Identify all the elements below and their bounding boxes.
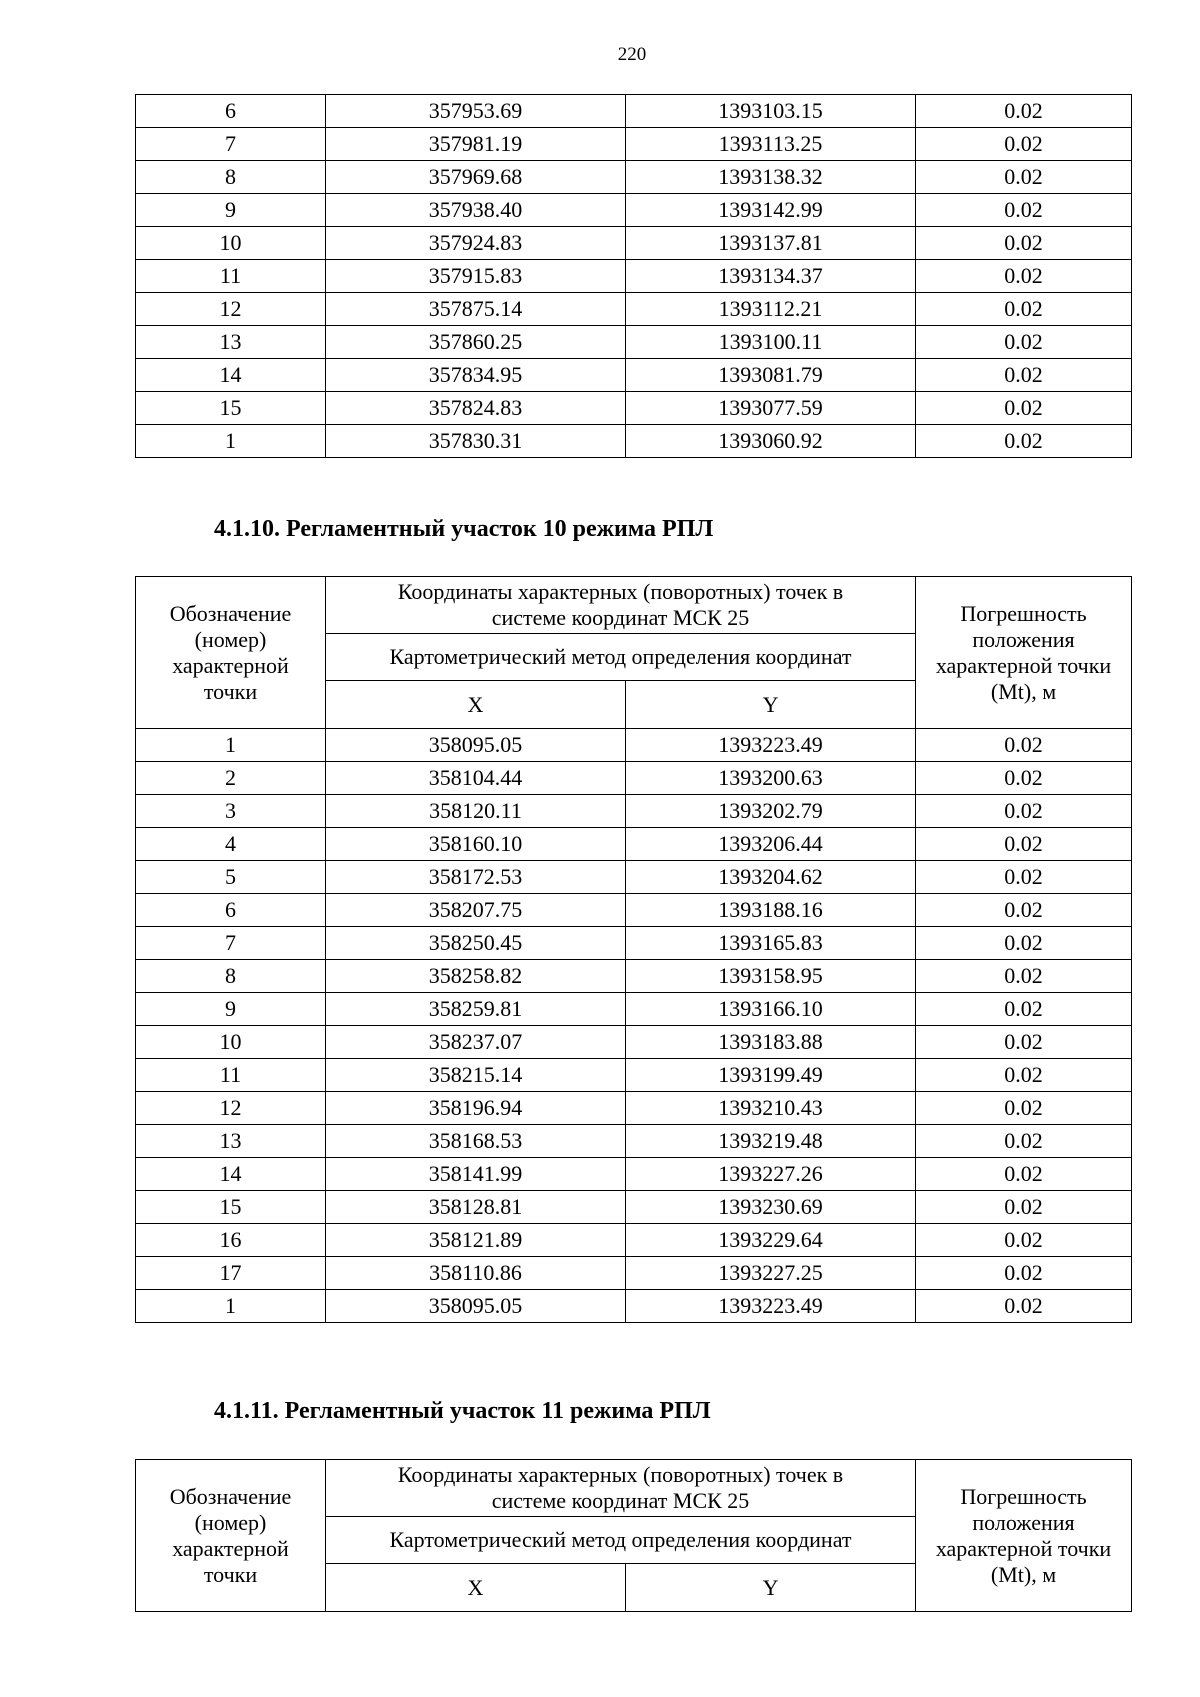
table-body (136, 729, 1132, 1323)
cell-y: 1393137.81 (626, 227, 916, 260)
cell-accuracy: 0.02 (916, 425, 1132, 458)
header-method: Картометрический метод определения координат (326, 634, 916, 681)
cell-x: 357953.69 (326, 95, 626, 128)
table-row (136, 1191, 1132, 1224)
cell-accuracy: 0.02 (916, 293, 1132, 326)
cell-y: 1393227.26 (626, 1158, 916, 1191)
table-row (136, 425, 1132, 458)
cell-point-number: 11 (136, 260, 326, 293)
cell-accuracy: 0.02 (916, 1059, 1132, 1092)
cell-y: 1393227.25 (626, 1257, 916, 1290)
cell-y: 1393166.10 (626, 993, 916, 1026)
cell-y: 1393100.11 (626, 326, 916, 359)
cell-accuracy: 0.02 (916, 326, 1132, 359)
cell-accuracy: 0.02 (916, 1092, 1132, 1125)
cell-y: 1393060.92 (626, 425, 916, 458)
table-row (136, 128, 1132, 161)
cell-accuracy: 0.02 (916, 861, 1132, 894)
cell-x: 358160.10 (326, 828, 626, 861)
cell-point-number: 6 (136, 95, 326, 128)
cell-accuracy: 0.02 (916, 894, 1132, 927)
cell-point-number: 15 (136, 392, 326, 425)
table-row (136, 1059, 1132, 1092)
cell-accuracy: 0.02 (916, 227, 1132, 260)
header-coordinates-title: Координаты характерных (поворотных) точек в системе координат МСК 25 (326, 577, 916, 634)
table-row (136, 1290, 1132, 1323)
table-row (136, 95, 1132, 128)
cell-point-number: 2 (136, 762, 326, 795)
cell-y: 1393219.48 (626, 1125, 916, 1158)
table-header (136, 1460, 1132, 1612)
cell-y: 1393183.88 (626, 1026, 916, 1059)
header-accuracy: Погрешность положения характерной точки (Mt), м (916, 1460, 1132, 1612)
cell-point-number: 1 (136, 425, 326, 458)
cell-accuracy: 0.02 (916, 729, 1132, 762)
cell-point-number: 12 (136, 1092, 326, 1125)
cell-x: 358095.05 (326, 729, 626, 762)
cell-accuracy: 0.02 (916, 1191, 1132, 1224)
table-row (136, 227, 1132, 260)
page-number: 220 (617, 44, 647, 65)
cell-y: 1393206.44 (626, 828, 916, 861)
cell-accuracy: 0.02 (916, 1257, 1132, 1290)
cell-accuracy: 0.02 (916, 993, 1132, 1026)
cell-point-number: 15 (136, 1191, 326, 1224)
section-heading-10: 4.1.10. Регламентный участок 10 режима РПЛ (214, 516, 714, 542)
cell-x: 358172.53 (326, 861, 626, 894)
cell-accuracy: 0.02 (916, 795, 1132, 828)
cell-x: 358237.07 (326, 1026, 626, 1059)
cell-point-number: 14 (136, 359, 326, 392)
cell-x: 358110.86 (326, 1257, 626, 1290)
cell-point-number: 7 (136, 927, 326, 960)
table-row (136, 194, 1132, 227)
cell-accuracy: 0.02 (916, 828, 1132, 861)
cell-accuracy: 0.02 (916, 762, 1132, 795)
table-header (136, 577, 1132, 729)
cell-x: 358250.45 (326, 927, 626, 960)
cell-point-number: 3 (136, 795, 326, 828)
cell-y: 1393103.15 (626, 95, 916, 128)
cell-y: 1393223.49 (626, 1290, 916, 1323)
cell-x: 357924.83 (326, 227, 626, 260)
table-row (136, 161, 1132, 194)
cell-point-number: 16 (136, 1224, 326, 1257)
cell-y: 1393229.64 (626, 1224, 916, 1257)
cell-x: 357938.40 (326, 194, 626, 227)
table-row (136, 762, 1132, 795)
cell-x: 358196.94 (326, 1092, 626, 1125)
header-x: X (326, 1564, 626, 1612)
cell-point-number: 8 (136, 161, 326, 194)
coordinates-table-continued (135, 94, 1132, 458)
cell-point-number: 17 (136, 1257, 326, 1290)
cell-point-number: 11 (136, 1059, 326, 1092)
cell-accuracy: 0.02 (916, 392, 1132, 425)
header-y: Y (626, 681, 916, 729)
cell-x: 358104.44 (326, 762, 626, 795)
cell-accuracy: 0.02 (916, 1026, 1132, 1059)
cell-y: 1393113.25 (626, 128, 916, 161)
header-y: Y (626, 1564, 916, 1612)
table-row (136, 960, 1132, 993)
cell-x: 358258.82 (326, 960, 626, 993)
cell-x: 357969.68 (326, 161, 626, 194)
cell-point-number: 5 (136, 861, 326, 894)
cell-accuracy: 0.02 (916, 960, 1132, 993)
cell-y: 1393230.69 (626, 1191, 916, 1224)
cell-accuracy: 0.02 (916, 161, 1132, 194)
table-row (136, 260, 1132, 293)
coordinates-table-11 (135, 1459, 1132, 1612)
cell-point-number: 7 (136, 128, 326, 161)
table-row (136, 927, 1132, 960)
cell-point-number: 6 (136, 894, 326, 927)
table-row (136, 1158, 1132, 1191)
cell-point-number: 12 (136, 293, 326, 326)
cell-x: 357834.95 (326, 359, 626, 392)
cell-y: 1393138.32 (626, 161, 916, 194)
cell-x: 357915.83 (326, 260, 626, 293)
cell-x: 358120.11 (326, 795, 626, 828)
table-row (136, 1125, 1132, 1158)
cell-y: 1393210.43 (626, 1092, 916, 1125)
table-row (136, 729, 1132, 762)
cell-point-number: 14 (136, 1158, 326, 1191)
table-row (136, 894, 1132, 927)
table-row (136, 293, 1132, 326)
cell-accuracy: 0.02 (916, 260, 1132, 293)
header-point-number: Обозначение (номер) характерной точки (136, 577, 326, 729)
cell-point-number: 13 (136, 326, 326, 359)
cell-point-number: 10 (136, 1026, 326, 1059)
table-row (136, 1092, 1132, 1125)
cell-y: 1393158.95 (626, 960, 916, 993)
cell-accuracy: 0.02 (916, 1224, 1132, 1257)
cell-accuracy: 0.02 (916, 1290, 1132, 1323)
cell-x: 358141.99 (326, 1158, 626, 1191)
table-row (136, 1224, 1132, 1257)
cell-y: 1393199.49 (626, 1059, 916, 1092)
cell-x: 358095.05 (326, 1290, 626, 1323)
header-coordinates-title: Координаты характерных (поворотных) точек в системе координат МСК 25 (326, 1460, 916, 1517)
cell-accuracy: 0.02 (916, 194, 1132, 227)
cell-point-number: 10 (136, 227, 326, 260)
cell-y: 1393142.99 (626, 194, 916, 227)
header-point-number: Обозначение (номер) характерной точки (136, 1460, 326, 1612)
table-row (136, 861, 1132, 894)
cell-x: 357830.31 (326, 425, 626, 458)
cell-x: 358215.14 (326, 1059, 626, 1092)
cell-x: 357875.14 (326, 293, 626, 326)
table-row (136, 392, 1132, 425)
table-row (136, 795, 1132, 828)
cell-point-number: 9 (136, 194, 326, 227)
cell-x: 357824.83 (326, 392, 626, 425)
table-row (136, 326, 1132, 359)
table-row (136, 1257, 1132, 1290)
cell-y: 1393223.49 (626, 729, 916, 762)
table-body (136, 95, 1132, 458)
table-row (136, 1026, 1132, 1059)
header-method: Картометрический метод определения координат (326, 1517, 916, 1564)
cell-y: 1393200.63 (626, 762, 916, 795)
section-heading-11: 4.1.11. Регламентный участок 11 режима РПЛ (214, 1398, 711, 1424)
table-row (136, 828, 1132, 861)
cell-point-number: 4 (136, 828, 326, 861)
cell-y: 1393081.79 (626, 359, 916, 392)
cell-x: 358259.81 (326, 993, 626, 1026)
cell-accuracy: 0.02 (916, 128, 1132, 161)
header-accuracy: Погрешность положения характерной точки (Mt), м (916, 577, 1132, 729)
cell-point-number: 13 (136, 1125, 326, 1158)
cell-accuracy: 0.02 (916, 927, 1132, 960)
cell-accuracy: 0.02 (916, 1125, 1132, 1158)
cell-x: 357860.25 (326, 326, 626, 359)
cell-x: 357981.19 (326, 128, 626, 161)
table-row (136, 993, 1132, 1026)
cell-y: 1393165.83 (626, 927, 916, 960)
cell-y: 1393077.59 (626, 392, 916, 425)
cell-accuracy: 0.02 (916, 1158, 1132, 1191)
cell-y: 1393188.16 (626, 894, 916, 927)
coordinates-table-10 (135, 576, 1132, 1323)
cell-point-number: 8 (136, 960, 326, 993)
table-row (136, 359, 1132, 392)
cell-accuracy: 0.02 (916, 359, 1132, 392)
cell-point-number: 1 (136, 729, 326, 762)
cell-accuracy: 0.02 (916, 95, 1132, 128)
cell-y: 1393204.62 (626, 861, 916, 894)
cell-y: 1393134.37 (626, 260, 916, 293)
cell-y: 1393202.79 (626, 795, 916, 828)
cell-point-number: 9 (136, 993, 326, 1026)
cell-x: 358207.75 (326, 894, 626, 927)
header-x: X (326, 681, 626, 729)
cell-point-number: 1 (136, 1290, 326, 1323)
cell-x: 358128.81 (326, 1191, 626, 1224)
cell-x: 358168.53 (326, 1125, 626, 1158)
cell-y: 1393112.21 (626, 293, 916, 326)
cell-x: 358121.89 (326, 1224, 626, 1257)
